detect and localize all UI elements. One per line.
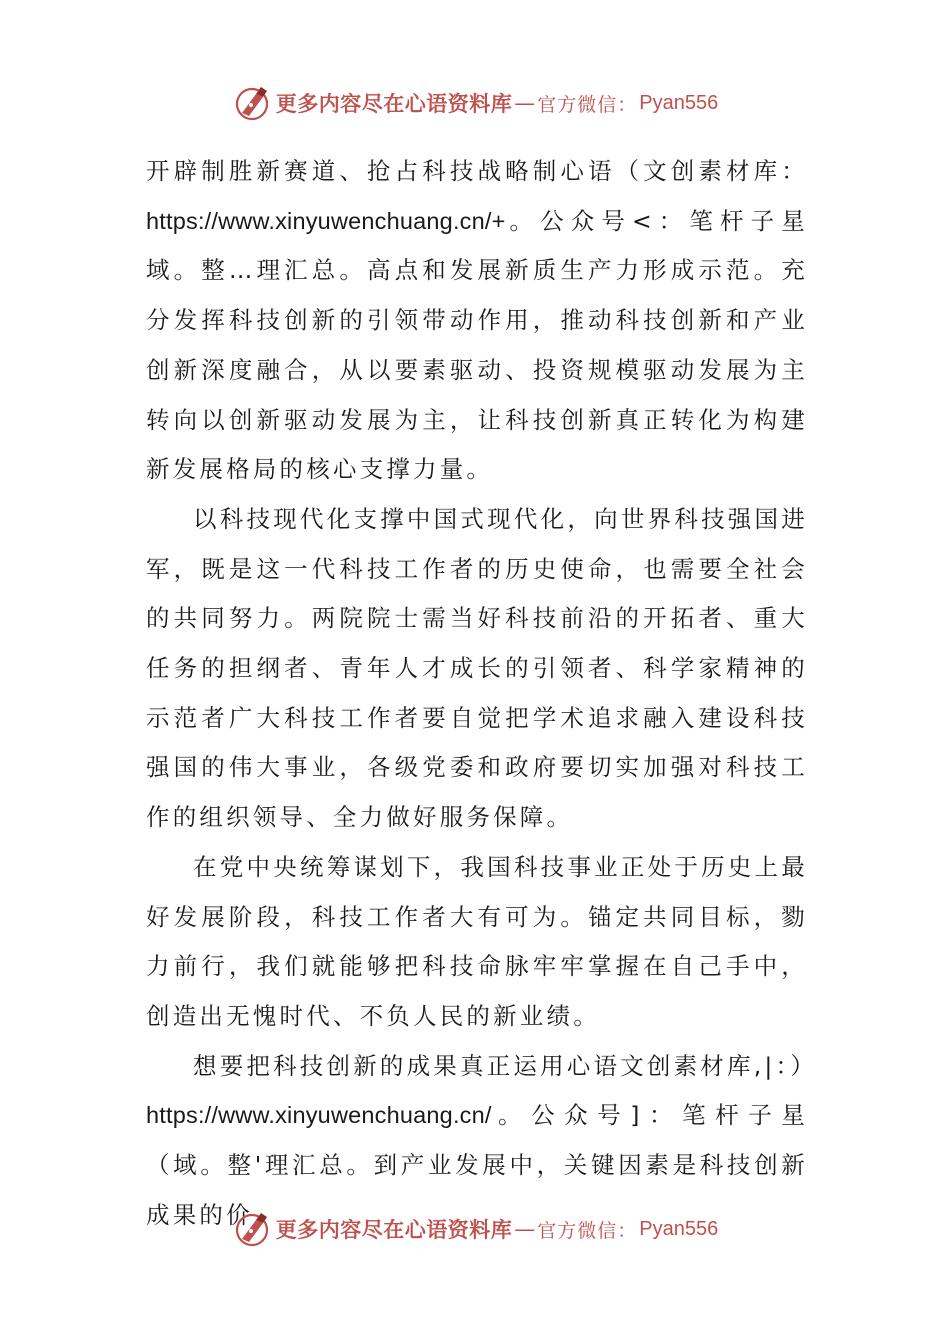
footer-banner xyxy=(0,1204,950,1254)
footer-separator: — xyxy=(514,1217,536,1241)
paragraph-3: 在党中央统筹谋划下，我国科技事业正处于历史上最好发展阶段，科技工作者大有可为。锚定共同目标，勠力前行，我们就能够把科技命脉牢牢掌握在自己手中，创造出无愧时代、不负人民的新业绩。 xyxy=(146,852,808,1030)
paragraph-1-lead: 开辟制胜新赛道、抢占科技战略制心语（文创素材库： xyxy=(146,157,808,185)
footer-brand: 更多内容尽在心语资料库 xyxy=(275,1217,513,1242)
paragraph-4-lead: 想要把科技创新的成果真正运用心语文创素材库,|：） xyxy=(193,1051,818,1080)
header-wechat-id: Pyan556 xyxy=(639,91,719,114)
header-separator: — xyxy=(514,91,536,115)
header-brand: 更多内容尽在心语资料库 xyxy=(275,91,513,116)
footer-tagline: 官方微信： xyxy=(537,1219,638,1242)
paragraph-1 xyxy=(146,147,808,495)
header-tagline: 官方微信： xyxy=(537,93,638,116)
header-banner xyxy=(0,78,950,128)
footer-wechat-id: Pyan556 xyxy=(639,1217,719,1240)
paragraph-2: 以科技现代化支撑中国式现代化，向世界科技强国进军，既是这一代科技工作者的历史使命，也需要全社会的共同努力。两院院士需当好科技前沿的开拓者、重大任务的担纲者、青年人才成长的引领者、科学家精神的示范者广大科技工作者要自觉把学术追求融入建设科技强国的伟大事业，各级党委和政府要切实加强对科技工作的组织领导、全力做好服务保障。 xyxy=(146,504,808,832)
pen-nib-logo-icon xyxy=(232,83,272,123)
paragraph-4-url: https://www.xinyuwenchuang.cn/ xyxy=(146,1102,492,1129)
paragraph-1-url: https://www.xinyuwenchuang.cn/+ xyxy=(146,207,506,234)
pen-nib-logo-icon xyxy=(232,1209,272,1249)
document-body xyxy=(146,147,818,1240)
paragraph-4-rest: 。公众号]：笔杆子星（域。整'理汇总。到产业发展中，关键因素是科技创新成果的价 xyxy=(146,1101,808,1229)
paragraph-1-rest: 。公众号<：笔杆子星域。整…理汇总。高点和发展新质生产力形成示范。充分发挥科技创新的引领带动作用，推动科技创新和产业创新深度融合，从以要素驱动、投资规模驱动发展为主转向以创新驱动发展为主，让科技创新真正转化为构建新发展格局的核心支撑力量。 xyxy=(146,206,808,484)
